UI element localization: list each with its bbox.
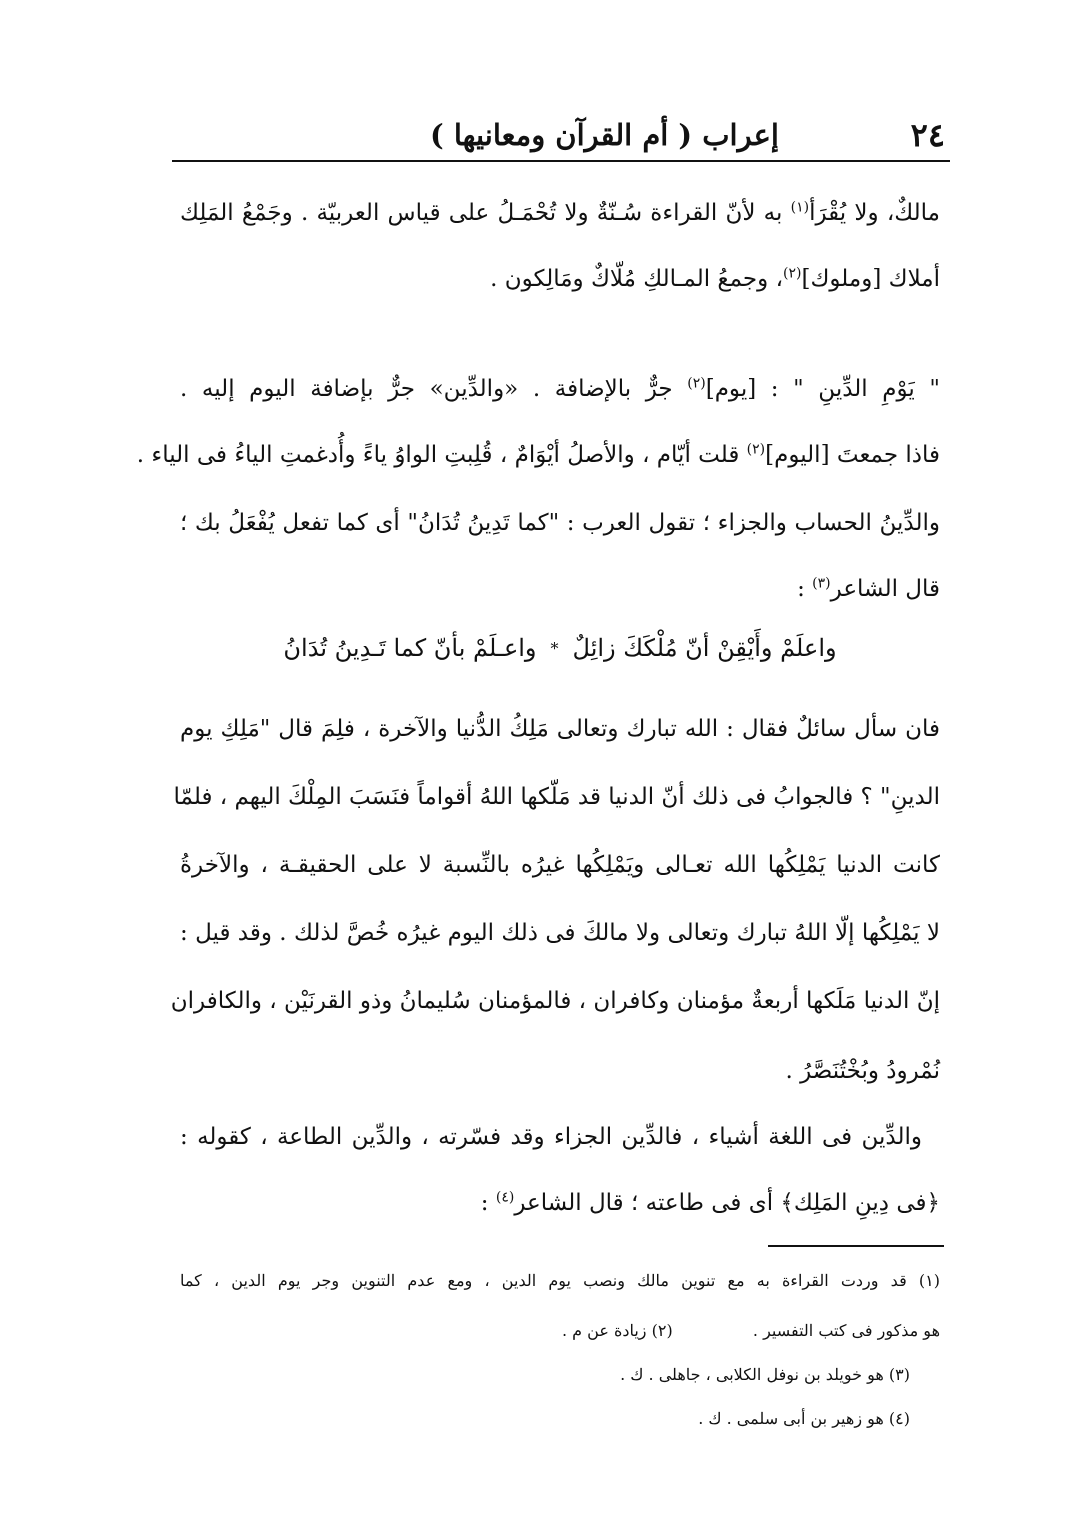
footnote-1-line-2: هو مذكور فى كتب التفسير . (٢) زيادة عن م . xyxy=(561,1321,940,1340)
body-line-4: فاذا جمعتَ [اليوم]$^{(٢)}$ قلت أيّام ، والأصلُ أيْوَامٌ ، قُلِبتِ الواوُ ياءً وأُدغمتِ الياءُ فى الياء . xyxy=(136,441,940,468)
body-line-5: والدِّينُ الحساب والجزاء ؛ تقول العرب : "كما تَدِينُ تُدَانُ" أى كما تفعل يُفْعَلُ بك ؛ xyxy=(180,510,940,536)
body-line-14: ﴿فى دِينِ المَلِك﴾ أى فى طاعته ؛ قال الشاعر$^{(٤)}$ : xyxy=(480,1189,940,1216)
footnote-rule xyxy=(768,1245,944,1247)
poetry-verse xyxy=(180,634,940,662)
header-rule xyxy=(172,160,950,162)
footnote-ref-2[interactable]: (٢) xyxy=(783,265,802,282)
page-header xyxy=(170,112,950,158)
verse-separator: * xyxy=(550,638,559,658)
verse-hemistich-1: واعلَمْ وأَيْقِنْ أنّ مُلْكَكَ زائِلٌ xyxy=(572,634,837,662)
body-line-9: كانت الدنيا يَمْلِكُها الله تعـالى ويَمْلِكُها غيرُه بالنِّسبة لا على الحقيقـة ، والآخرةُ xyxy=(180,852,940,878)
body-line-10: لا يَمْلِكُها إلّا اللهُ تبارك وتعالى ولا مالكَ فى ذلك اليوم غيرُه خُصَّ لذلك . وقد قيل : xyxy=(180,920,940,946)
body-line-7: فان سأل سائلٌ فقال : الله تبارك وتعالى مَلِكُ الدُّنيا والآخرة ، فلِمَ قال "مَلِكِ يوم xyxy=(180,716,940,742)
running-title: إعراب ( أم القرآن ومعانيها ) xyxy=(430,118,779,152)
footnote-1-line-1: (١) قد وردت القراءة به مع تنوين مالك ونصب يوم الدين ، ومع عدم التنوين وجر يوم الدين ، كما xyxy=(180,1271,940,1290)
body-line-6: قال الشاعر$^{(٣)}$ : xyxy=(797,575,940,602)
footnote-2: (٢) زيادة عن م . xyxy=(561,1321,673,1340)
footnote-ref-2c[interactable]: (٢) xyxy=(746,441,766,458)
body-line-11: إنّ الدنيا مَلَكها أربعةٌ مؤمنان وكافران ، فالمؤمنان سُليمانُ وذو القرنَيْن ، والكافران xyxy=(170,988,940,1014)
verse-hemistich-2: واعـلَمْ بأنّ كما تَـدِينُ تُدَانُ xyxy=(283,634,537,662)
footnote-ref-2b[interactable]: (٢) xyxy=(687,375,706,392)
page-number: ٢٤ xyxy=(910,116,945,154)
footnote-3: (٣) هو خويلد بن نوفل الكلابى ، جاهلى . ك . xyxy=(620,1365,910,1384)
body-line-12: نُمْرودُ وبُخْتُنَصَّرُ . xyxy=(785,1058,940,1084)
footnote-ref-4[interactable]: (٤) xyxy=(495,1189,515,1206)
footnote-ref-3[interactable]: (٣) xyxy=(812,575,831,592)
footnote-ref-1[interactable]: (١) xyxy=(790,199,810,216)
body-line-3: " يَوْمِ الدِّينِ " : [يوم]$^{(٢)}$ جرٌّ بالإضافة . «والدِّين» جرٌّ بإضافة اليوم إليه . xyxy=(180,375,940,402)
body-line-8: الدينِ" ؟ فالجوابُ فى ذلك أنّ الدنيا قد مَلّكها اللهُ أقواماً فنَسَبَ المِلْكَ اليهم ، فلمّا xyxy=(173,784,940,810)
body-line-2: أملاك [وملوك]$^{(٢)}$، وجمعُ المـالكِ مُلّاكٌ ومَالِكون . xyxy=(490,265,940,292)
body-line-1: مالكٌ، ولا يُقْرَأ$^{(١)}$ به لأنّ القراءة سُـنّةٌ ولا تُحْمَـلُ على قياس العربيّة . وجَمْعُ المَلِك xyxy=(180,199,940,226)
footnote-4: (٤) هو زهير بن أبى سلمى . ك . xyxy=(698,1409,910,1428)
body-line-13: والدِّين فى اللغة أشياء ، فالدِّين الجزاء وقد فسّرته ، والدِّين الطاعة ، كقوله : xyxy=(180,1124,922,1150)
